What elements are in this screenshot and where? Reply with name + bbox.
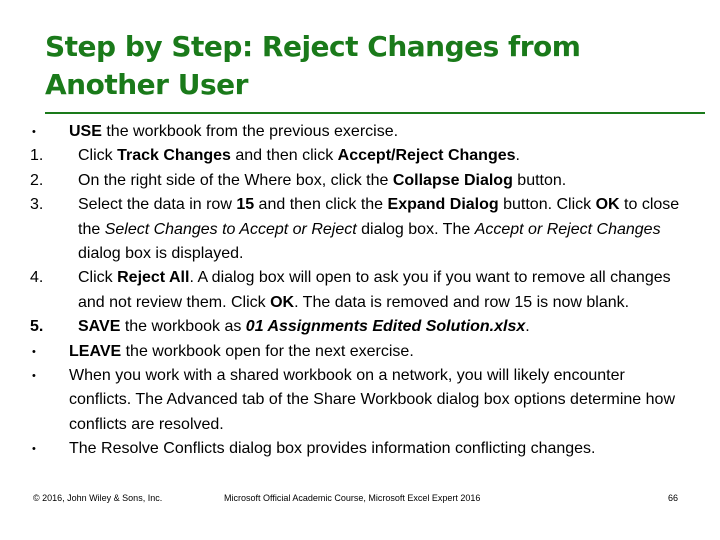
text-run: . A dialog box will open to ask you if you want to remove all changes and not review them. Click xyxy=(78,269,671,311)
text-run: button. xyxy=(512,171,567,189)
text-run: SAVE xyxy=(78,318,121,336)
text-run: Select Changes to Accept or Reject xyxy=(104,220,357,238)
step-number: 1. xyxy=(30,147,44,165)
text-run: Accept/Reject Changes xyxy=(337,147,516,165)
text-run: . xyxy=(515,147,520,165)
text-run: Accept or Reject Changes xyxy=(474,220,661,238)
item-text xyxy=(78,269,671,310)
title-divider xyxy=(45,112,705,114)
item-text xyxy=(69,367,675,433)
text-run: . xyxy=(525,318,530,336)
item-text xyxy=(69,440,596,457)
bullet-marker: • xyxy=(32,443,36,456)
step-list xyxy=(30,120,690,462)
text-run: LEAVE xyxy=(69,342,122,360)
step-number: 2. xyxy=(30,171,44,189)
item-text xyxy=(78,318,530,335)
bullet-item xyxy=(30,437,690,461)
item-text xyxy=(69,123,398,140)
text-run: 15 xyxy=(236,196,255,214)
text-run: Track Changes xyxy=(117,147,231,165)
item-text xyxy=(78,196,679,262)
step-number: 4. xyxy=(30,269,44,287)
bullet-item xyxy=(30,340,690,364)
text-run: dialog box. The xyxy=(356,220,475,238)
text-run: 01 Assignments Edited Solution.xlsx xyxy=(245,318,526,336)
text-run: The Resolve Conflicts dialog box provides information conflicting changes. xyxy=(69,440,596,458)
item-text xyxy=(78,147,520,164)
step-item xyxy=(30,144,690,168)
item-text xyxy=(69,343,414,360)
slide-title: Step by Step: Reject Changes from Another User xyxy=(45,30,581,101)
text-run: Expand Dialog xyxy=(387,196,499,214)
bullet-marker: • xyxy=(32,370,36,383)
text-run: Collapse Dialog xyxy=(392,171,513,189)
bullet-marker: • xyxy=(32,126,36,138)
text-run: When you work with a shared workbook on a network, you will likely encounter conflicts. The Advanced tab of the Share Workbook dialog box options determine how conflicts are resolved. xyxy=(69,367,675,433)
text-run: the workbook open for the next exercise. xyxy=(121,342,414,360)
text-run: Select the data in row xyxy=(78,196,237,214)
step-item xyxy=(30,266,690,315)
text-run: . The data is removed and row 15 is now blank. xyxy=(294,293,630,311)
text-run: to close the xyxy=(78,196,680,238)
item-text xyxy=(78,172,566,189)
step-item xyxy=(30,193,690,266)
text-run: OK xyxy=(595,196,620,214)
text-run: USE xyxy=(69,123,102,140)
text-run: and then click xyxy=(230,147,338,165)
footer-page-number: 66 xyxy=(667,493,678,503)
bullet-item xyxy=(30,364,690,437)
step-number: 3. xyxy=(30,196,44,214)
text-run: OK xyxy=(270,293,295,311)
step-number: 5. xyxy=(30,318,44,336)
footer-copyright: © 2016, John Wiley & Sons, Inc. xyxy=(33,493,163,503)
text-run: and then click the xyxy=(254,196,388,214)
footer-course: Microsoft Official Academic Course, Microsoft Excel Expert 2016 xyxy=(224,493,481,503)
text-run: On the right side of the Where box, click the xyxy=(78,171,393,189)
text-run: Reject All xyxy=(117,269,190,287)
step-item xyxy=(30,315,690,339)
text-run: dialog box is displayed. xyxy=(78,245,244,263)
text-run: button. Click xyxy=(498,196,596,214)
bullet-marker: • xyxy=(32,345,36,358)
bullet-item xyxy=(30,120,690,144)
text-run: the workbook as xyxy=(120,318,246,336)
step-item xyxy=(30,169,690,193)
text-run: Click xyxy=(78,269,118,287)
text-run: the workbook from the previous exercise. xyxy=(101,123,399,140)
text-run: Click xyxy=(78,147,118,165)
